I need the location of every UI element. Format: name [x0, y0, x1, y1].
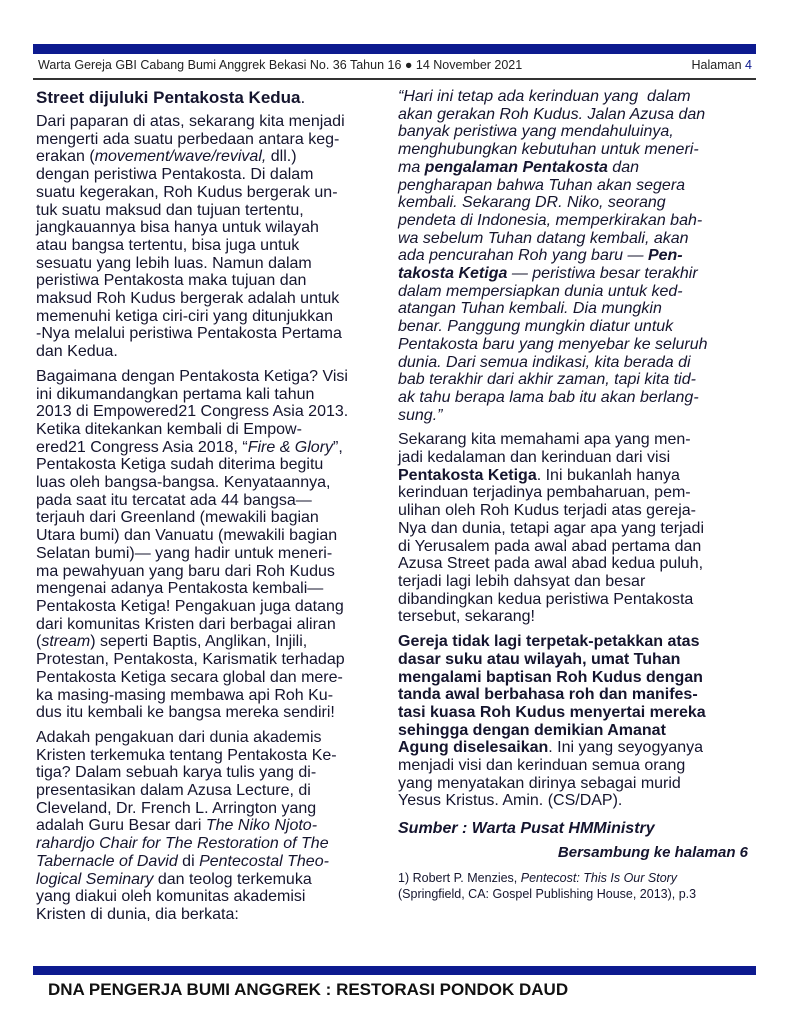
text-run: . — [300, 88, 306, 107]
text-run: ”, Pentakosta Ketiga sudah diterima begitu luas oleh bangsa-bangsa. Kenyataannya, pada saat itu tercatat ada 44 bangsa— terjauh dari Greenland (mewakili bagian Utara bumi) dan Vanuatu (mewakili bagian Selatan bumi)— yang hadir untuk meneri- ma pewahyuan yang baru dari Roh Kudus mengenai adanya Pentakosta kembali— Pentakosta Ketiga! Pengakuan juga datang dari komunitas Kristen dari berbagai aliran ( — [36, 438, 344, 651]
text-run: Sekarang kita memahami apa yang men- jadi kedalaman dan kerinduan dari visi — [398, 431, 691, 467]
text-run: Dari paparan di atas, sekarang kita menjadi mengerti ada suatu perbedaan antara keg- erakan ( — [36, 113, 345, 166]
text-run: Adakah pengakuan dari dunia akademis Kristen terkemuka tentang Pentakosta Ke- tiga? Dalam sebuah karya tulis yang di- presentasikan dalam Azusa Lecture, di Cleveland, Dr. French L. Arrington yang adalah Guru Besar dari — [36, 728, 337, 835]
right-column — [398, 88, 753, 909]
page-label: Halaman — [691, 58, 742, 72]
paragraph — [398, 633, 753, 810]
text-run: The Niko Njoto- rahardjo Chair for The Restoration of The Tabernacle of David — [36, 817, 329, 870]
text-run: (Springfield, CA: Gospel Publishing House, 2013), p.3 — [398, 886, 697, 901]
publication-info: Warta Gereja GBI Cabang Bumi Anggrek Bekasi No. 36 Tahun 16 ● 14 November 2021 — [38, 58, 523, 72]
text-run: Fire & Glory — [247, 438, 334, 456]
text-run: dan teolog terkemuka yang diakui oleh komunitas akademisi Kristen di dunia, dia berkata: — [36, 870, 312, 923]
page-number: 4 — [745, 58, 752, 72]
paragraph — [36, 729, 386, 924]
text-run: ) seperti Baptis, Anglikan, Injili, Protestan, Pentakosta, Karismatik terhadap Pentakosta Ketiga secara global dan mere- ka masing-masing membawa api Roh Ku- dus itu kembali ke bangsa mereka sendiri! — [36, 633, 345, 722]
footnote — [398, 870, 753, 902]
text-run: dll.) dengan peristiwa Pentakosta. Di dalam suatu kegerakan, Roh Kudus bergerak un- tuk suatu maksud dan tujuan tertentu, jangkauannya bisa hanya untuk wilayah atau bangsa tertentu, bisa juga untuk sesuatu yang lebih luas. Namun dalam peristiwa Pentakosta maka tujuan dan maksud Roh Kudus bergerak adalah untuk memenuhi ketiga ciri-ciri yang ditunjukkan -Nya melalui peristiwa Pentakosta Pertama dan Kedua. — [36, 148, 342, 361]
footer-slogan: DNA PENGERJA BUMI ANGGREK : RESTORASI PONDOK DAUD — [48, 980, 569, 999]
text-run: Street dijuluki Pentakosta Kedua — [36, 88, 301, 107]
source-credit — [398, 820, 753, 838]
bottom-accent-bar — [33, 966, 756, 975]
text-run: Bersambung ke halaman 6 — [557, 843, 748, 861]
text-run: movement/wave/revival, — [94, 148, 267, 166]
section-heading — [36, 88, 386, 108]
text-run: Pen- takosta Ketiga — [398, 247, 683, 283]
text-run: “Hari ini tetap ada kerinduan yang dalam akan gerakan Roh Kudus. Jalan Azusa dan banyak peristiwa yang mendahuluinya, menghubungkan kebutuhan untuk meneri- ma — [398, 88, 706, 176]
text-run: Sumber : Warta Pusat HMMinistry — [398, 820, 655, 838]
header-divider — [33, 78, 756, 80]
text-run: — peristiwa besar terakhir dalam mempersiapkan dunia untuk ked- atangan Tuhan kembali. Dia mungkin benar. Panggung mungkin diatur untuk Pentakosta baru yang menyebar ke seluruh dunia. Dari semua indikasi, kita berada di bab terakhir dari akhir zaman, tapi kita tid- ak tahu berapa lama bab itu akan berlang- sung.” — [398, 265, 708, 424]
text-run: Pentakosta Ketiga — [398, 466, 537, 484]
text-run: stream — [41, 633, 91, 651]
text-run: pengalaman Pentakosta — [424, 158, 608, 176]
page-header — [38, 58, 754, 72]
text-run: Pentecost: This Is Our Story — [520, 870, 678, 885]
text-run: 1) Robert P. Menzies, — [398, 870, 521, 885]
paragraph — [398, 88, 753, 424]
page-indicator — [692, 58, 752, 72]
continued-note — [398, 844, 753, 862]
paragraph — [398, 431, 753, 626]
text-run: . Ini bukanlah hanya kerinduan terjadinya pembaharuan, pem- ulihan oleh Roh Kudus terjadi atas gereja- Nya dan dunia, tetapi agar apa yang terjadi di Yerusalem pada awal abad pertama dan Azusa Street pada awal abad kedua puluh, terjadi lagi lebih dahsyat dan besar dibandingkan kedua peristiwa Pentakosta tersebut, sekarang! — [398, 466, 704, 626]
text-run: di — [177, 852, 200, 870]
text-run: Gereja tidak lagi terpetak-petakkan atas dasar suku atau wilayah, umat Tuhan mengalami baptisan Roh Kudus dengan tanda awal berbahasa roh dan manifes- tasi kuasa Roh Kudus menyertai mereka sehingga dengan demikian Amanat Agung diselesaikan — [398, 633, 706, 757]
text-run: dan pengharapan bahwa Tuhan akan segera kembali. Sekarang DR. Niko, seorang pendeta di Indonesia, memperkirakan bah- wa sebelum Tuhan datang kembali, akan ada pencurahan Roh yang baru — — [398, 158, 703, 265]
text-run: Bagaimana dengan Pentakosta Ketiga? Visi ini dikumandangkan pertama kali tahun 2013 di Empowered21 Congress Asia 2013. Ketika ditekankan kembali di Empow- ered21 Congress Asia 2018, “ — [36, 367, 349, 456]
paragraph — [36, 368, 386, 722]
paragraph — [36, 113, 386, 361]
text-run: Pentecostal Theo- logical Seminary — [36, 852, 329, 888]
left-column — [36, 88, 386, 931]
text-run: . Ini yang seyogyanya menjadi visi dan kerinduan semua orang yang menyatakan dirinya sebagai murid Yesus Kristus. Amin. (CS/DAP). — [398, 739, 704, 810]
top-accent-bar — [33, 44, 756, 54]
